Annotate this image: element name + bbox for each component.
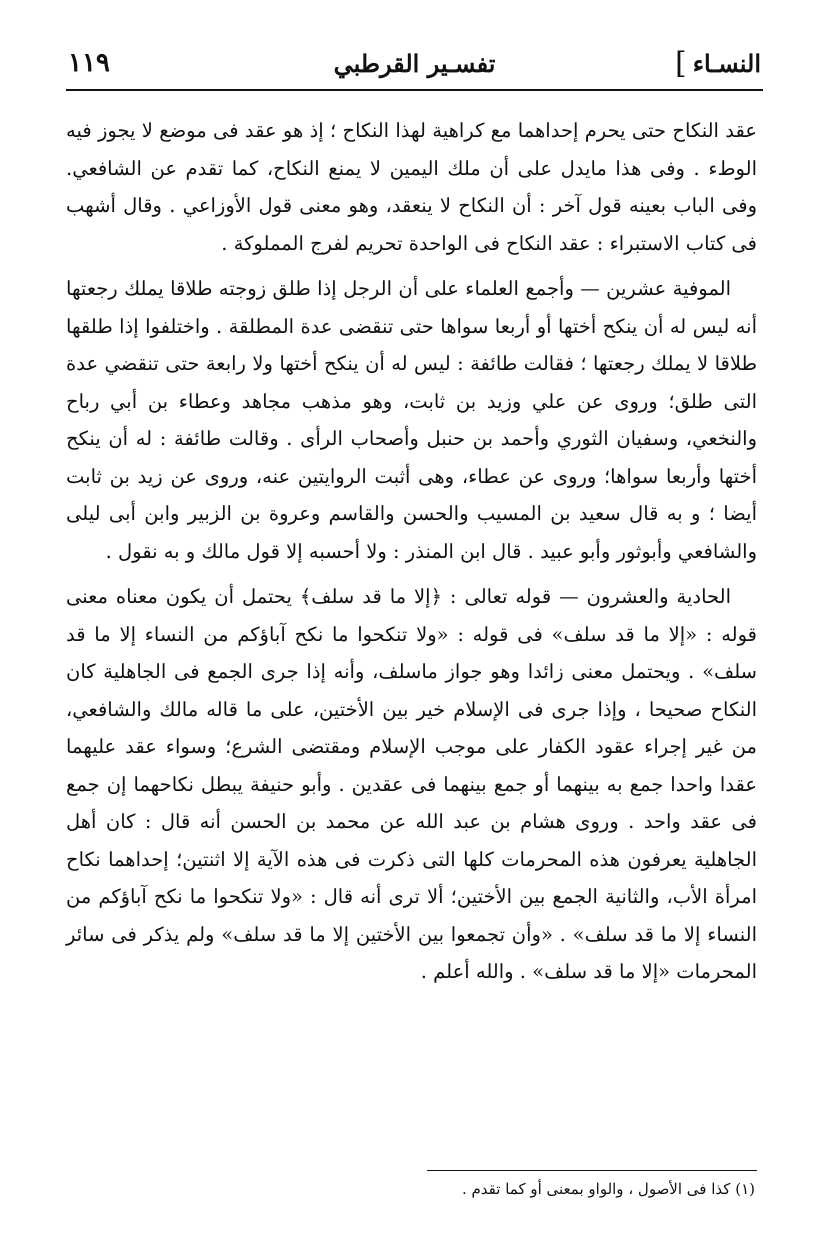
main-text <box>66 112 757 991</box>
header-divider <box>66 89 763 91</box>
paragraph: الحادية والعشرون — قوله تعالى : ﴿إلا ما قد سلف﴾ يحتمل أن يكون معناه معنى قوله : «إلا ما قد سلف» فى قوله : «ولا تنكحوا ما نكح آباؤكم من النساء إلا ما قد سلف» . ويحتمل معنى زائدا وهو جواز ماسلف، وأنه إذا جرى الجمع فى الجاهلية كان النكاح صحيحا ، وإذا جرى فى الإسلام خير بين الأختين، على ما قاله مالك والشافعي، من غير إجراء عقود الكفار على موجب الإسلام ومقتضى الشرع؛ وسواء عقد عليهما عقدا واحدا جمع به بينهما أو جمع بينهما فى عقدين . وأبو حنيفة يبطل نكاحهما إن جمع فى عقد واحد . وروى هشام بن عبد الله عن محمد بن الحسن أنه قال : كان أهل الجاهلية يعرفون هذه المحرمات كلها التى ذكرت فى هذه الآية إلا اثنتين؛ إحداهما نكاح امرأة الأب، والثانية الجمع بين الأختين؛ ألا ترى أنه قال : «ولا تنكحوا ما نكح آباؤكم من النساء إلا ما قد سلف» . «وأن تجمعوا بين الأختين إلا ما قد سلف» ولم يذكر فى سائر المحرمات «إلا ما قد سلف» . والله أعلم . <box>66 585 757 983</box>
paragraph: عقد النكاح حتى يحرم إحداهما مع كراهية لهذا النكاح ؛ إذ هو عقد فى موضع لا يجوز فيه الوطء . وفى هذا مايدل على أن ملك اليمين لا يمنع النكاح، كما تقدم عن الشافعي. وفى الباب بعينه قول آخر : أن النكاح لا ينعقد، وهو معنى قول الأوزاعي . وقال أشهب فى كتاب الاستبراء : عقد النكاح فى الواحدة تحريم لفرج المملوكة . <box>66 119 757 255</box>
paragraph: الموفية عشرين — وأجمع العلماء على أن الرجل إذا طلق زوجته طلاقا يملك رجعتها أنه ليس له أن ينكح أختها أو أربعا سواها حتى تنقضى عدة المطلقة . واختلفوا إذا طلقها طلاقا لا يملك رجعتها ؛ فقالت طائفة : ليس له أن ينكح أختها ولا رابعة حتى تنقضي عدة التى طلق؛ وروى عن علي وزيد بن ثابت، وهو مذهب مجاهد وعطاء بن أبي رباح والنخعي، وسفيان الثوري وأحمد بن حنبل وأصحاب الرأى . وقالت طائفة : له أن ينكح أختها وأربعا سواها؛ وروى عن عطاء، وهى أثبت الروايتين عنه، وروى عن زيد بن ثابت أيضا ؛ و به قال سعيد بن المسيب والحسن والقاسم وعروة بن الزبير وابن أبى ليلى والشافعي وأبوثور وأبو عبيد . قال ابن المنذر : ولا أحسبه إلا قول مالك و به نقول . <box>66 277 757 563</box>
page-number: ١١٩ <box>68 48 110 78</box>
footnote-text: كذا فى الأصول ، والواو بمعنى أو كما تقدم . <box>461 1180 731 1198</box>
footnote <box>66 1176 755 1202</box>
chapter-label <box>675 46 761 81</box>
book-title: تفسـير القرطبي <box>333 48 496 78</box>
footnote-divider <box>427 1170 757 1171</box>
chapter-bracket: ] <box>675 45 687 81</box>
chapter-name: النسـاء <box>692 48 761 78</box>
footnote-marker: (١) <box>735 1180 755 1198</box>
running-header <box>68 40 761 86</box>
